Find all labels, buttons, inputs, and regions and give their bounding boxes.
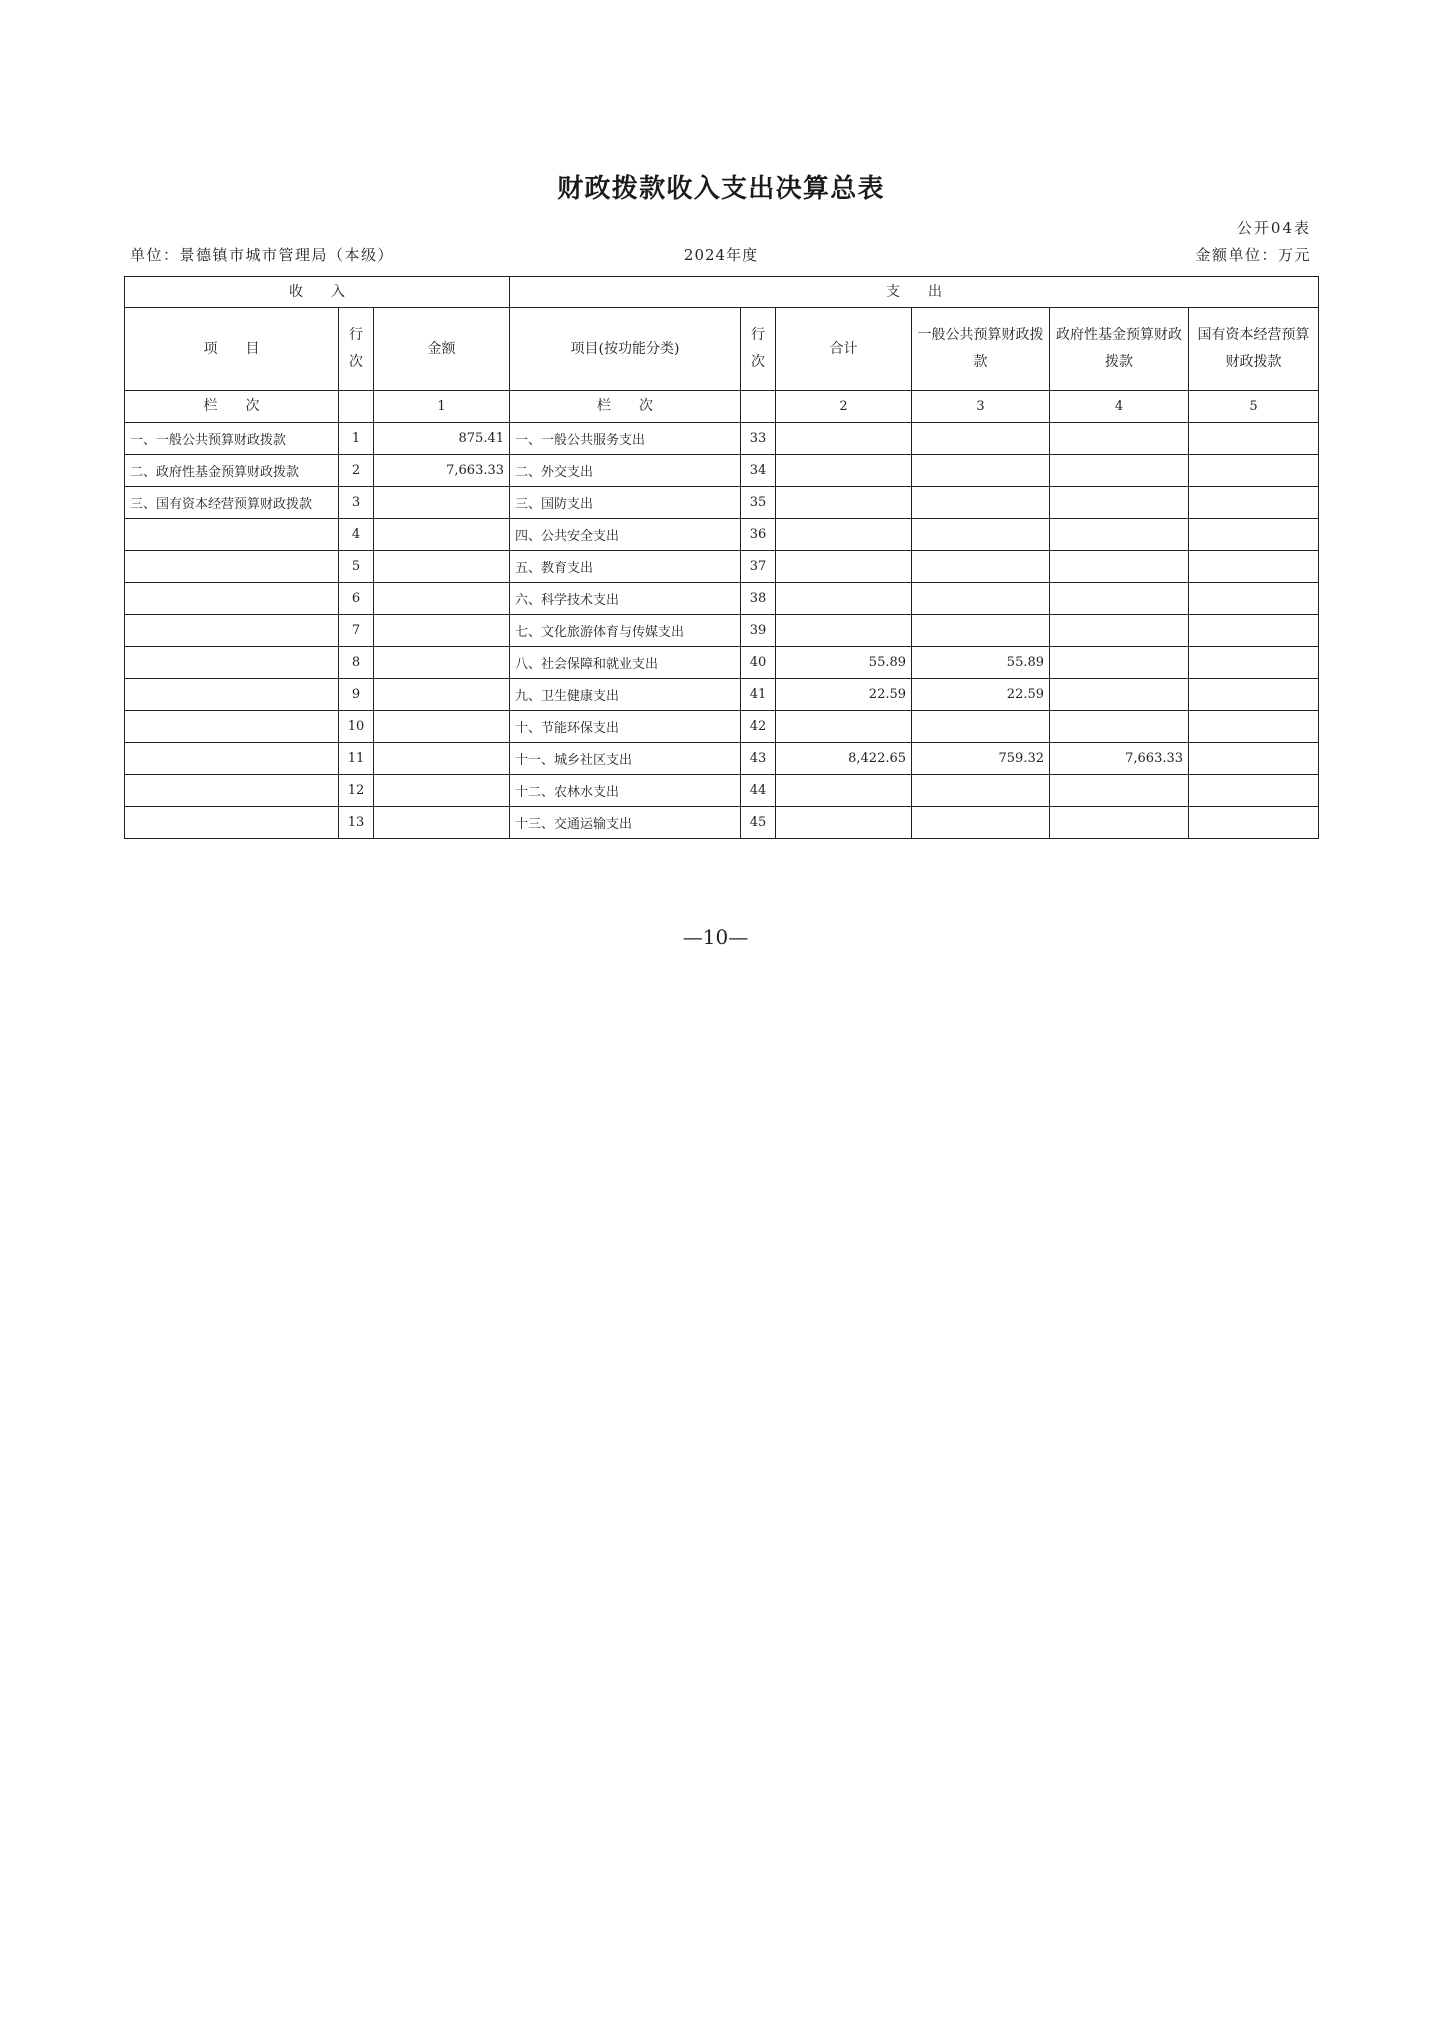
income-amount-cell (374, 519, 510, 551)
expense-item-cell: 十、节能环保支出 (510, 711, 741, 743)
income-line-cell: 11 (339, 743, 374, 775)
financial-summary-table (124, 276, 1319, 839)
expense-item-cell: 三、国防支出 (510, 487, 741, 519)
income-line-cell: 2 (339, 455, 374, 487)
table-row (125, 487, 1319, 519)
total-amount-cell: 8,422.65 (776, 743, 912, 775)
gov-fund-amount-cell (1050, 615, 1189, 647)
state-capital-amount-cell (1189, 487, 1319, 519)
income-amount-cell (374, 583, 510, 615)
fiscal-year: 2024年度 (683, 246, 759, 264)
state-capital-amount-cell (1189, 679, 1319, 711)
income-amount-index: 1 (374, 391, 510, 423)
gov-fund-amount-cell (1050, 807, 1189, 839)
gov-fund-amount-cell: 7,663.33 (1050, 743, 1189, 775)
gov-fund-index: 4 (1050, 391, 1189, 423)
expense-item-cell: 五、教育支出 (510, 551, 741, 583)
gov-fund-amount-cell (1050, 423, 1189, 455)
total-amount-cell (776, 519, 912, 551)
table-body (125, 423, 1319, 839)
table-row (125, 519, 1319, 551)
form-code: 公开04表 (1236, 219, 1311, 237)
expense-item-cell: 十三、交通运输支出 (510, 807, 741, 839)
state-capital-index: 5 (1189, 391, 1319, 423)
income-amount-cell (374, 711, 510, 743)
general-budget-amount-cell (912, 423, 1050, 455)
income-item-cell (125, 647, 339, 679)
state-capital-header: 国有资本经营预算财政拨款 (1189, 308, 1319, 391)
state-capital-amount-cell (1189, 423, 1319, 455)
table-row (125, 743, 1319, 775)
gov-fund-amount-cell (1050, 647, 1189, 679)
income-item-cell: 一、一般公共预算财政拨款 (125, 423, 339, 455)
expense-item-cell: 十一、城乡社区支出 (510, 743, 741, 775)
page-number: —10— (682, 925, 749, 949)
income-line-cell: 1 (339, 423, 374, 455)
total-amount-cell (776, 807, 912, 839)
expense-index-label: 栏 次 (510, 391, 741, 423)
income-line-cell: 6 (339, 583, 374, 615)
income-amount-cell (374, 679, 510, 711)
table-row (125, 423, 1319, 455)
income-item-cell (125, 519, 339, 551)
expense-item-header: 项目(按功能分类) (510, 308, 741, 391)
income-item-header: 项 目 (125, 308, 339, 391)
income-line-cell: 7 (339, 615, 374, 647)
general-budget-amount-cell (912, 615, 1050, 647)
state-capital-amount-cell (1189, 583, 1319, 615)
gov-fund-amount-cell (1050, 583, 1189, 615)
table-row (125, 711, 1319, 743)
general-budget-header: 一般公共预算财政拨款 (912, 308, 1050, 391)
income-line-cell: 10 (339, 711, 374, 743)
income-amount-cell (374, 775, 510, 807)
table-row (125, 775, 1319, 807)
expense-line-cell: 44 (741, 775, 776, 807)
income-item-cell (125, 775, 339, 807)
general-budget-amount-cell: 55.89 (912, 647, 1050, 679)
general-budget-amount-cell (912, 519, 1050, 551)
state-capital-amount-cell (1189, 775, 1319, 807)
general-budget-index: 3 (912, 391, 1050, 423)
amount-unit: 金额单位：万元 (1195, 246, 1311, 264)
expense-line-cell: 34 (741, 455, 776, 487)
income-line-cell: 8 (339, 647, 374, 679)
expense-item-cell: 二、外交支出 (510, 455, 741, 487)
income-item-cell (125, 743, 339, 775)
gov-fund-amount-cell (1050, 711, 1189, 743)
income-item-cell (125, 615, 339, 647)
income-amount-cell (374, 551, 510, 583)
table-row (125, 679, 1319, 711)
gov-fund-header: 政府性基金预算财政拨款 (1050, 308, 1189, 391)
general-budget-amount-cell: 22.59 (912, 679, 1050, 711)
income-item-cell (125, 807, 339, 839)
table-row (125, 807, 1319, 839)
total-amount-cell (776, 551, 912, 583)
table-row (125, 455, 1319, 487)
general-budget-amount-cell (912, 551, 1050, 583)
gov-fund-amount-cell (1050, 679, 1189, 711)
state-capital-amount-cell (1189, 551, 1319, 583)
column-index-row (125, 391, 1319, 423)
income-item-cell (125, 583, 339, 615)
gov-fund-amount-cell (1050, 775, 1189, 807)
expense-item-cell: 六、科学技术支出 (510, 583, 741, 615)
total-amount-cell: 55.89 (776, 647, 912, 679)
expense-line-header: 行次 (741, 308, 776, 391)
total-amount-cell (776, 711, 912, 743)
state-capital-amount-cell (1189, 519, 1319, 551)
total-amount-cell (776, 583, 912, 615)
expense-line-cell: 33 (741, 423, 776, 455)
table-row (125, 583, 1319, 615)
income-item-cell (125, 679, 339, 711)
state-capital-amount-cell (1189, 455, 1319, 487)
expense-item-cell: 八、社会保障和就业支出 (510, 647, 741, 679)
state-capital-amount-cell (1189, 615, 1319, 647)
income-amount-cell (374, 615, 510, 647)
income-index-label: 栏 次 (125, 391, 339, 423)
income-amount-cell: 875.41 (374, 423, 510, 455)
expense-line-cell: 40 (741, 647, 776, 679)
total-amount-cell (776, 423, 912, 455)
table-row (125, 551, 1319, 583)
table-row (125, 615, 1319, 647)
total-amount-cell (776, 487, 912, 519)
expense-item-cell: 四、公共安全支出 (510, 519, 741, 551)
income-line-cell: 5 (339, 551, 374, 583)
income-line-cell: 9 (339, 679, 374, 711)
income-item-cell (125, 551, 339, 583)
gov-fund-amount-cell (1050, 551, 1189, 583)
expense-line-cell: 39 (741, 615, 776, 647)
income-line-cell: 13 (339, 807, 374, 839)
table-row (125, 647, 1319, 679)
total-amount-cell: 22.59 (776, 679, 912, 711)
general-budget-amount-cell (912, 455, 1050, 487)
total-header: 合计 (776, 308, 912, 391)
income-line-index (339, 391, 374, 423)
income-item-cell: 二、政府性基金预算财政拨款 (125, 455, 339, 487)
expense-item-cell: 一、一般公共服务支出 (510, 423, 741, 455)
total-amount-cell (776, 615, 912, 647)
state-capital-amount-cell (1189, 711, 1319, 743)
expense-line-cell: 35 (741, 487, 776, 519)
income-line-cell: 12 (339, 775, 374, 807)
general-budget-amount-cell (912, 487, 1050, 519)
reporting-unit: 单位：景德镇市城市管理局（本级） (130, 246, 395, 264)
income-amount-cell (374, 487, 510, 519)
expense-line-cell: 38 (741, 583, 776, 615)
gov-fund-amount-cell (1050, 487, 1189, 519)
state-capital-amount-cell (1189, 647, 1319, 679)
expense-item-cell: 九、卫生健康支出 (510, 679, 741, 711)
general-budget-amount-cell: 759.32 (912, 743, 1050, 775)
total-index: 2 (776, 391, 912, 423)
income-amount-cell (374, 807, 510, 839)
income-line-header: 行次 (339, 308, 374, 391)
section-header-row (125, 277, 1319, 308)
column-header-row (125, 308, 1319, 391)
total-amount-cell (776, 775, 912, 807)
expense-item-cell: 七、文化旅游体育与传媒支出 (510, 615, 741, 647)
income-section-header: 收 入 (125, 277, 510, 308)
expense-section-header: 支 出 (510, 277, 1319, 308)
expense-line-cell: 43 (741, 743, 776, 775)
expense-line-cell: 37 (741, 551, 776, 583)
general-budget-amount-cell (912, 583, 1050, 615)
general-budget-amount-cell (912, 807, 1050, 839)
income-item-cell: 三、国有资本经营预算财政拨款 (125, 487, 339, 519)
state-capital-amount-cell (1189, 743, 1319, 775)
total-amount-cell (776, 455, 912, 487)
expense-line-cell: 45 (741, 807, 776, 839)
income-line-cell: 3 (339, 487, 374, 519)
general-budget-amount-cell (912, 775, 1050, 807)
gov-fund-amount-cell (1050, 455, 1189, 487)
income-amount-cell (374, 647, 510, 679)
income-amount-cell (374, 743, 510, 775)
expense-line-index (741, 391, 776, 423)
expense-line-cell: 36 (741, 519, 776, 551)
gov-fund-amount-cell (1050, 519, 1189, 551)
income-amount-header: 金额 (374, 308, 510, 391)
income-amount-cell: 7,663.33 (374, 455, 510, 487)
income-line-cell: 4 (339, 519, 374, 551)
state-capital-amount-cell (1189, 807, 1319, 839)
page-title: 财政拨款收入支出决算总表 (557, 174, 885, 204)
expense-item-cell: 十二、农林水支出 (510, 775, 741, 807)
expense-line-cell: 42 (741, 711, 776, 743)
expense-line-cell: 41 (741, 679, 776, 711)
general-budget-amount-cell (912, 711, 1050, 743)
income-item-cell (125, 711, 339, 743)
